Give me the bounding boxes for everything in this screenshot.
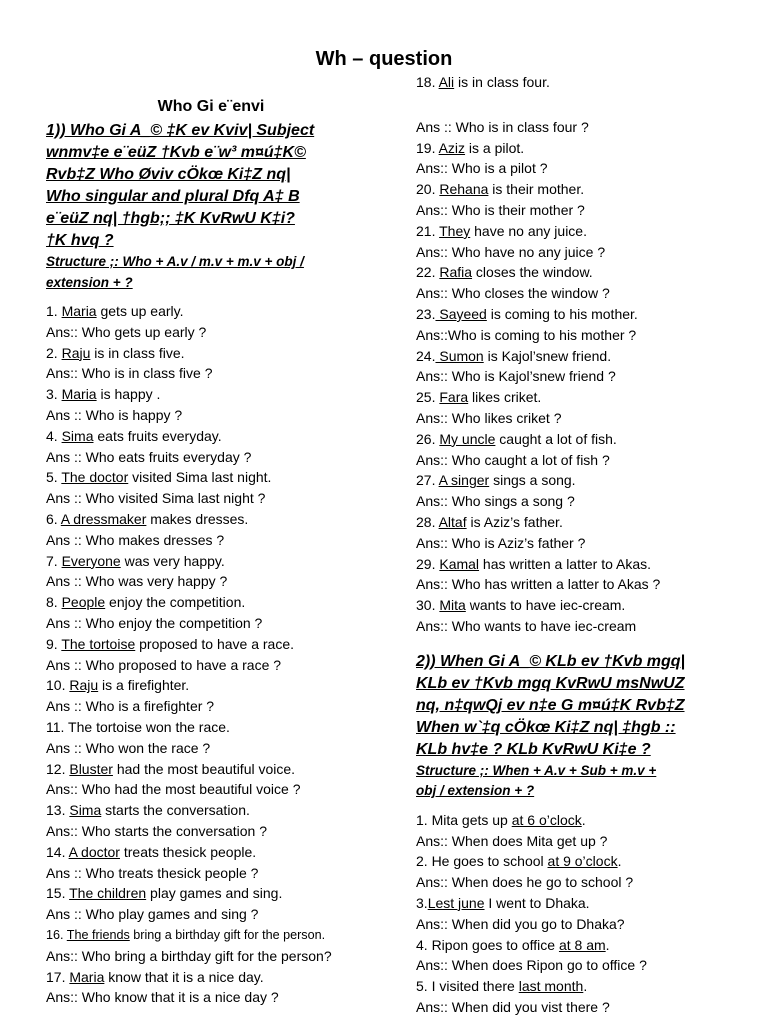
item-text: 15.	[46, 885, 70, 902]
question-line	[46, 551, 376, 572]
item-text: Ans:: Who sings a song ?	[416, 493, 575, 510]
answer-line	[46, 904, 376, 925]
underlined-word: Lest june	[427, 894, 485, 911]
question-line	[46, 343, 376, 364]
item-text: Ans:: Who starts the conversation ?	[46, 822, 267, 839]
underlined-word: Rehana	[439, 181, 489, 198]
item-text: 16.	[46, 927, 67, 942]
right-column	[416, 72, 761, 1018]
item-text: 12.	[46, 760, 70, 777]
item-text: 11. The tortoise won the race.	[46, 718, 230, 735]
item-text: 22.	[416, 264, 440, 281]
item-text: Ans :: Who was very happy ?	[46, 573, 228, 590]
item-text: Ans:: Who gets up early ?	[46, 323, 207, 340]
question-line	[46, 467, 376, 488]
when-question-list	[416, 810, 761, 1018]
item-text: 30.	[416, 597, 440, 614]
underlined-word: Raju	[61, 344, 91, 361]
who-heading-line: Rvb‡Z Who Øviv cÖkœ Ki‡Z nq|	[46, 166, 291, 183]
item-text: is coming to his mother.	[486, 305, 638, 322]
question-line	[416, 138, 761, 159]
answer-line	[416, 200, 761, 221]
item-text: is in class four.	[454, 74, 550, 90]
question-line	[46, 800, 376, 821]
item-text: 3.	[416, 894, 428, 911]
item-text: sings a song.	[489, 472, 576, 489]
when-heading-line: nq, n‡qwQj ev n‡e G m¤ú‡K Rvb‡Z	[416, 696, 685, 714]
item-text: is happy .	[96, 386, 161, 403]
item-text: wants to have iec-cream.	[465, 597, 626, 614]
item-text: 19.	[416, 139, 439, 156]
item-text: has written a latter to Akas.	[479, 555, 652, 572]
answer-line	[46, 488, 376, 509]
item-text: eats fruits everyday.	[93, 427, 222, 444]
item-text: 9.	[46, 635, 62, 652]
underlined-word: A dressmaker	[60, 510, 147, 527]
question-line	[416, 346, 761, 367]
item-text: Ans:: Who have no any juice ?	[416, 243, 606, 260]
item-text: 6.	[46, 510, 61, 527]
underlined-word: A doctor	[68, 843, 120, 860]
item-text: Ans :: Who is happy ?	[46, 406, 183, 423]
underlined-word: A singer	[438, 472, 490, 489]
item-text: Ans :: Who eats fruits everyday ?	[46, 448, 252, 465]
who-structure-line: extension + ?	[46, 274, 133, 290]
item-text: 2.	[46, 344, 62, 361]
item-text: Ans:: Who bring a birthday gift for the person?	[46, 947, 332, 964]
when-heading-line: KLb hv‡e ? KLb KvRwU Ki‡e ?	[416, 740, 651, 758]
item-text: likes criket.	[468, 389, 542, 406]
item-text: Ans :: Who is a firefighter ?	[46, 698, 215, 715]
item-text: makes dresses.	[146, 510, 249, 527]
item-text: 21.	[416, 222, 440, 239]
underlined-word: Sima	[61, 427, 94, 444]
item-text: .	[617, 853, 622, 870]
underlined-word: Sima	[69, 802, 102, 819]
item-text: Ans :: Who enjoy the competition ?	[46, 614, 263, 631]
list-item	[416, 72, 761, 93]
underlined-word: Sayeed	[435, 305, 487, 322]
question-line	[46, 717, 376, 738]
who-heading-line: 1)) Who Gi A_© ‡K ev Kviv| Subject	[46, 122, 315, 139]
item-text: Ans :: Who proposed to have a race ?	[46, 656, 282, 673]
item-text: Ans::Who is coming to his mother ?	[416, 326, 637, 343]
item-text: is Kajol’snew friend.	[483, 347, 612, 364]
item-text: 7.	[46, 552, 62, 569]
when-heading-line: 2)) When Gi A_© KLb ev †Kvb mgq|	[416, 652, 686, 670]
item-text: Ans:: Who likes criket ?	[416, 409, 562, 426]
item-text: 2. He goes to school	[416, 853, 548, 870]
item-text: 14.	[46, 843, 69, 860]
underlined-word: Ali	[438, 74, 455, 90]
item-text: Ans:: Who is Kajol’snew friend ?	[416, 368, 616, 385]
item-text: 26.	[416, 430, 440, 447]
item-text: Ans :: Who is in class four ?	[416, 118, 589, 135]
who-question-list	[46, 301, 376, 1008]
question-line	[416, 262, 761, 283]
answer-line	[416, 325, 761, 346]
item-text: 1.	[46, 303, 62, 319]
item-text: is their mother.	[488, 181, 585, 198]
who-subtitle: Who Gi e¨envi	[157, 98, 265, 115]
item-text: 18.	[416, 74, 439, 90]
item-text: Ans :: Who visited Sima last night ?	[46, 490, 266, 507]
underlined-word: Maria	[61, 303, 97, 319]
item-text: had the most beautiful voice.	[112, 760, 296, 777]
answer-line	[416, 955, 761, 976]
underlined-word: at 8 am	[558, 936, 606, 953]
item-text: bring a birthday gift for the person.	[129, 927, 326, 942]
item-text: I went to Dhaka.	[484, 894, 590, 911]
item-text: .	[581, 811, 586, 828]
item-text: 5.	[46, 469, 62, 486]
item-text: Ans:: When does he go to school ?	[416, 874, 634, 891]
question-line	[46, 842, 376, 863]
item-text: Ans:: When does Ripon go to office ?	[416, 957, 647, 974]
item-text: gets up early.	[96, 303, 184, 319]
question-line	[46, 883, 376, 904]
item-text: 10.	[46, 677, 70, 694]
underlined-word: Sumon	[435, 347, 484, 364]
answer-line	[416, 366, 761, 387]
item-text: Ans:: Who caught a lot of fish ?	[416, 451, 610, 468]
item-text: 28.	[416, 513, 439, 530]
item-text: treats thesick people.	[119, 843, 257, 860]
answer-line	[416, 872, 761, 893]
item-text: .	[605, 936, 610, 953]
item-text: 24.	[416, 347, 436, 364]
item-text: proposed to have a race.	[135, 635, 295, 652]
when-heading-line: KLb ev †Kvb mgq KvRwU msNwUZ	[416, 674, 685, 692]
item-text: 4. Ripon goes to office	[416, 936, 559, 953]
underlined-word: They	[439, 222, 471, 239]
question-line	[46, 384, 376, 405]
question-line	[46, 426, 376, 447]
underlined-word: The tortoise	[61, 635, 136, 652]
question-line	[416, 976, 761, 997]
underlined-word: Maria	[69, 968, 105, 985]
answer-line	[46, 405, 376, 426]
answer-line	[46, 613, 376, 634]
question-line	[416, 470, 761, 491]
underlined-word: Altaf	[438, 513, 467, 530]
answer-line	[46, 946, 376, 967]
question-line	[46, 759, 376, 780]
answer-line	[46, 779, 376, 800]
question-line	[416, 179, 761, 200]
item-text: is a pilot.	[465, 139, 525, 156]
item-text: Ans:: When does Mita get up ?	[416, 832, 608, 849]
item-text: Ans:: Who had the most beautiful voice ?	[46, 781, 301, 798]
who-heading-line: wnmv‡e e¨eüZ †Kvb e¨w³ m¤ú‡K©	[46, 144, 306, 161]
question-line	[46, 967, 376, 988]
who-structure-line: Structure ;: Who + A.v / m.v + m.v + obj /	[46, 254, 304, 269]
question-line	[416, 893, 761, 914]
question-line	[416, 512, 761, 533]
question-line	[46, 301, 376, 322]
underlined-word: Everyone	[61, 552, 121, 569]
answer-line	[416, 997, 761, 1018]
who-heading-line: e¨eüZ nq| †hgb;; ‡K KvRwU K‡i?	[46, 210, 295, 227]
underlined-word: The friends	[66, 927, 130, 942]
item-text: visited Sima last night.	[128, 469, 272, 486]
answer-line	[46, 655, 376, 676]
item-text: 27.	[416, 472, 439, 489]
item-text: 8.	[46, 594, 62, 611]
when-structure-line: obj / extension + ?	[416, 783, 535, 799]
item-text: Ans:: When did you vist there ?	[416, 998, 610, 1015]
item-text: Ans:: Who is in class five ?	[46, 365, 213, 382]
item-text: Ans:: Who has written a latter to Akas ?	[416, 576, 661, 593]
question-line	[416, 851, 761, 872]
item-text: is Aziz’s father.	[466, 513, 563, 530]
answer-line	[416, 408, 761, 429]
item-text: 17.	[46, 968, 70, 985]
item-text: play games and sing.	[146, 885, 283, 902]
question-line	[416, 554, 761, 575]
underlined-word: at 9 o’clock	[547, 853, 618, 870]
item-text: Ans :: Who play games and sing ?	[46, 906, 259, 923]
when-heading-line: When w`‡q cÖkœ Ki‡Z nq| ‡hgb ::	[416, 718, 676, 736]
item-text: know that it is a nice day.	[104, 968, 264, 985]
question-line	[46, 509, 376, 530]
item-text: 25.	[416, 389, 440, 406]
answer-line	[46, 987, 376, 1008]
underlined-word: Fara	[439, 389, 469, 406]
question-line	[416, 304, 761, 325]
who-heading-line: Who singular and plural Dfq A‡ B	[46, 188, 300, 205]
question-line	[416, 429, 761, 450]
answer-line	[46, 530, 376, 551]
answer-line	[416, 831, 761, 852]
left-column	[46, 96, 376, 1008]
question-line	[416, 387, 761, 408]
underlined-word: Bluster	[69, 760, 113, 777]
when-structure	[416, 761, 761, 802]
underlined-word: last month	[518, 978, 584, 995]
item-text: Ans:: Who is their mother ?	[416, 201, 585, 218]
answer-line	[46, 447, 376, 468]
underlined-word: Aziz	[438, 139, 466, 156]
item-text: is a firefighter.	[98, 677, 190, 694]
item-text: 29.	[416, 555, 440, 572]
answer-line	[416, 491, 761, 512]
item-text: Ans:: When did you go to Dhaka?	[416, 915, 625, 932]
underlined-word: People	[61, 594, 106, 611]
page-title: Wh – question	[315, 48, 453, 70]
item-text: Ans :: Who makes dresses ?	[46, 531, 225, 548]
item-text: is in class five.	[90, 344, 185, 361]
item-text: 20.	[416, 181, 440, 198]
who-section-heading	[46, 120, 376, 252]
who-question-list-continued	[416, 117, 761, 637]
answer-line	[416, 117, 761, 138]
when-section-heading	[416, 651, 761, 761]
when-structure-line: Structure ;: When + A.v + Sub + m.v +	[416, 762, 657, 778]
question-line	[46, 675, 376, 696]
question-line	[416, 810, 761, 831]
answer-line	[46, 571, 376, 592]
question-line	[416, 595, 761, 616]
underlined-word: Raju	[69, 677, 99, 694]
question-line	[46, 634, 376, 655]
who-heading-line: †K hvq ?	[46, 232, 114, 249]
question-line	[46, 592, 376, 613]
item-text: Ans :: Who treats thesick people ?	[46, 864, 259, 881]
underlined-word: Maria	[61, 386, 97, 403]
who-structure	[46, 252, 376, 293]
answer-line	[46, 322, 376, 343]
item-text: .	[583, 978, 588, 995]
item-text: Ans:: Who is a pilot ?	[416, 160, 548, 177]
item-text: enjoy the competition.	[105, 594, 246, 611]
answer-line	[416, 914, 761, 935]
underlined-word: Mita	[439, 597, 466, 614]
item-text: Ans :: Who won the race ?	[46, 739, 211, 756]
item-text: Ans:: Who wants to have iec-cream	[416, 617, 637, 634]
answer-line	[416, 242, 761, 263]
item-text: starts the conversation.	[101, 802, 250, 819]
answer-line	[46, 863, 376, 884]
underlined-word: My uncle	[439, 430, 496, 447]
underlined-word: Rafia	[439, 264, 473, 281]
answer-line	[46, 738, 376, 759]
item-text: Ans:: Who is Aziz’s father ?	[416, 534, 586, 551]
item-text: have no any juice.	[470, 222, 587, 239]
underlined-word: at 6 o’clock	[511, 811, 582, 828]
answer-line	[46, 363, 376, 384]
item-text: 23.	[416, 305, 436, 322]
answer-line	[416, 450, 761, 471]
answer-line	[416, 533, 761, 554]
answer-line	[416, 574, 761, 595]
item-text: 3.	[46, 386, 62, 403]
item-text: 1. Mita gets up	[416, 811, 512, 828]
underlined-word: The children	[69, 885, 147, 902]
underlined-word: Kamal	[439, 555, 480, 572]
question-line	[46, 925, 376, 946]
item-text: 4.	[46, 427, 62, 444]
underlined-word: The doctor	[61, 469, 129, 486]
item-text: closes the window.	[472, 264, 593, 281]
item-text: Ans:: Who closes the window ?	[416, 285, 610, 302]
item-text: Ans:: Who know that it is a nice day ?	[46, 989, 279, 1006]
answer-line	[46, 821, 376, 842]
item-text: caught a lot of fish.	[495, 430, 617, 447]
answer-line	[416, 283, 761, 304]
item-text: 13.	[46, 802, 70, 819]
answer-line	[416, 616, 761, 637]
question-line	[416, 935, 761, 956]
answer-line	[46, 696, 376, 717]
item-text: was very happy.	[120, 552, 225, 569]
item-text: 5. I visited there	[416, 978, 519, 995]
answer-line	[416, 158, 761, 179]
question-line	[416, 221, 761, 242]
